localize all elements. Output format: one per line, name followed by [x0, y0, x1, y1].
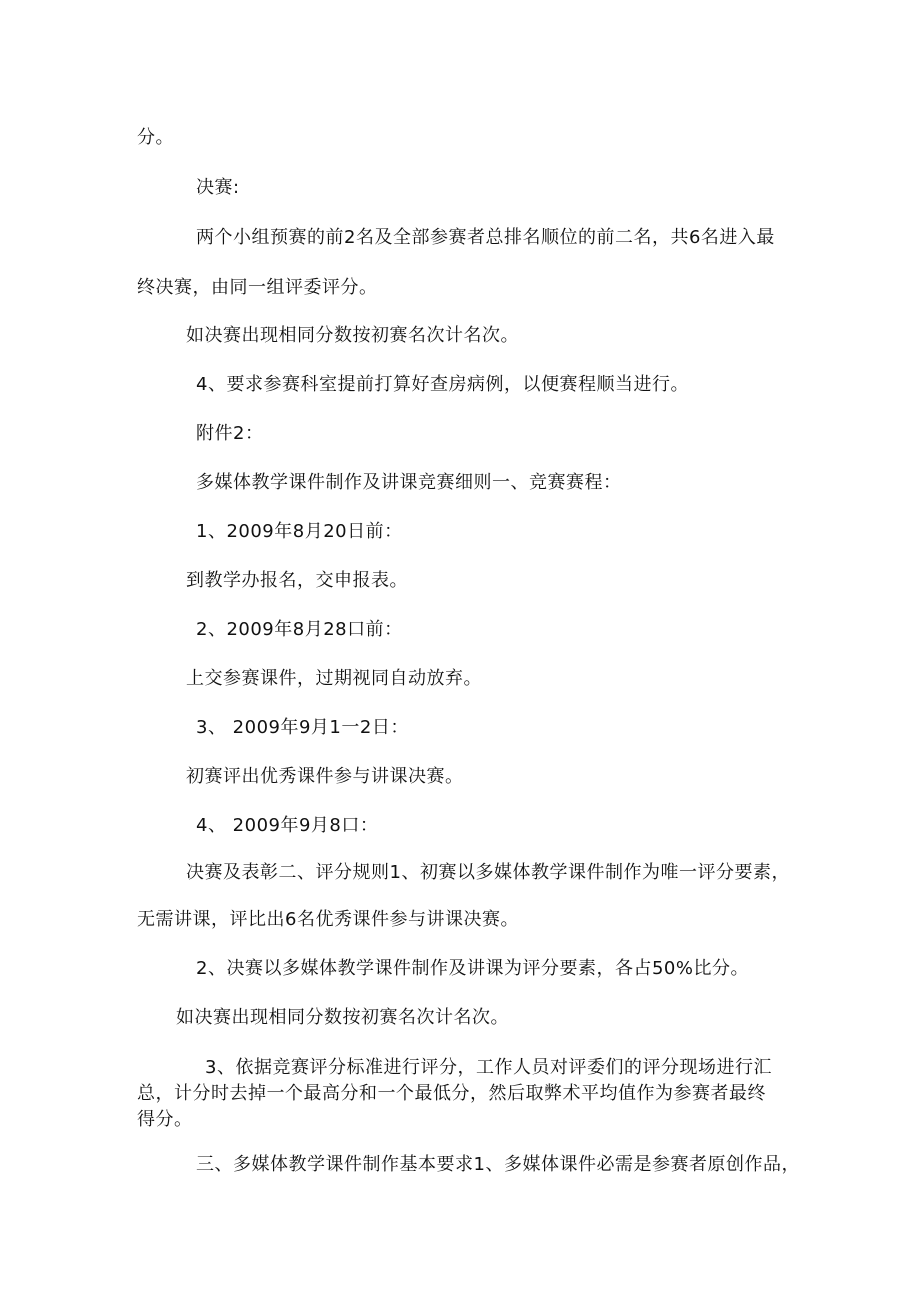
text-line-14: 初赛评出优秀课件参与讲课决赛。: [186, 766, 464, 787]
text-line-1: 分。: [137, 127, 174, 148]
text-line-21: 总，计分时去掉一个最高分和一个最低分，然后取弊术平均值作为参赛者最终: [137, 1083, 766, 1104]
text-line-18: 2、决赛以多媒体教学课件制作及讲课为评分要素，各占50%比分。: [196, 958, 749, 979]
text-line-3: 两个小组预赛的前2名及全部参赛者总排名顺位的前二名，共6名进入最: [196, 227, 775, 248]
text-line-7: 附件2：: [196, 423, 264, 444]
text-line-5: 如决赛出现相同分数按初赛名次计名次。: [186, 325, 519, 346]
text-line-16: 决赛及表彰二、评分规则1、初赛以多媒体教学课件制作为唯一评分要素，: [186, 862, 790, 883]
text-line-8: 多媒体教学课件制作及讲课竞赛细则一、竞赛赛程：: [196, 472, 622, 493]
text-line-4: 终决赛，由同一组评委评分。: [137, 277, 378, 298]
text-line-19: 如决赛出现相同分数按初赛名次计名次。: [176, 1007, 509, 1028]
text-line-22: 得分。: [137, 1109, 193, 1130]
text-line-11: 2、2009年8月28口前：: [196, 619, 403, 640]
text-line-17: 无需讲课，评比出6名优秀课件参与讲课决赛。: [137, 909, 519, 930]
text-line-12: 上交参赛课件，过期视同自动放弃。: [186, 668, 482, 689]
text-line-20: 3、依据竞赛评分标准进行评分，工作人员对评委们的评分现场进行汇: [205, 1057, 772, 1078]
text-line-10: 到教学办报名，交申报表。: [186, 570, 408, 591]
text-line-23: 三、多媒体教学课件制作基本要求1、多媒体课件必需是参赛者原创作品，: [196, 1154, 800, 1175]
text-line-2: 决赛:: [196, 177, 240, 198]
text-line-15: 4、 2009年9月8口：: [196, 815, 379, 836]
text-line-9: 1、2009年8月20日前：: [196, 521, 403, 542]
text-line-6: 4、要求参赛科室提前打算好查房病例，以便赛程顺当进行。: [196, 374, 689, 395]
text-line-13: 3、 2009年9月1一2日：: [196, 717, 409, 738]
